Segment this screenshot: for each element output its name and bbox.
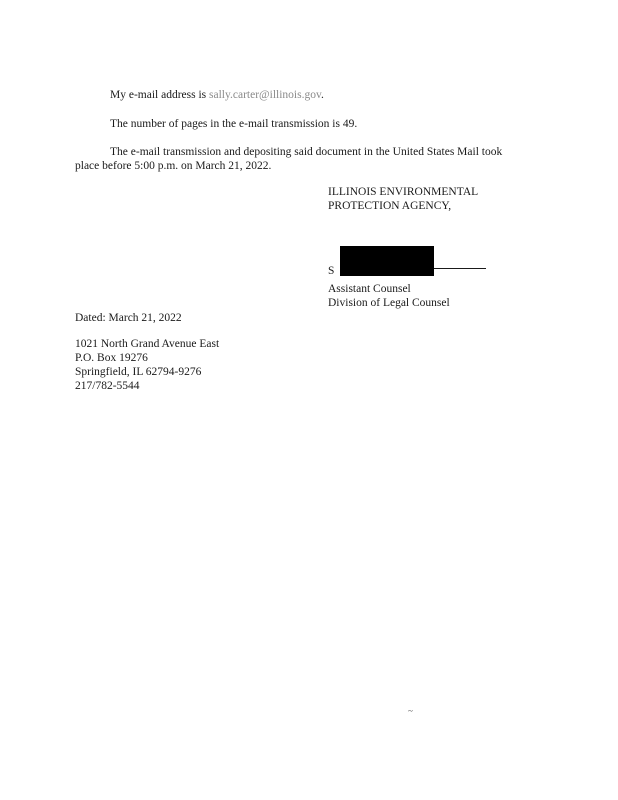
agency-name-line-1: ILLINOIS ENVIRONMENTAL xyxy=(328,186,479,198)
signature-redaction xyxy=(340,246,434,276)
email-suffix: . xyxy=(320,89,324,101)
signer-division: Division of Legal Counsel xyxy=(328,297,450,309)
email-address-line xyxy=(110,88,324,103)
transmission-line-1: The e-mail transmission and depositing said document in the United States Mail took xyxy=(110,146,503,158)
scan-mark: ~ xyxy=(408,706,413,716)
signature-partial-initial: S xyxy=(328,265,335,277)
address-po-box: P.O. Box 19276 xyxy=(75,352,148,364)
pages-count-line: The number of pages in the e-mail transmission is 49. xyxy=(110,118,358,130)
address-street: 1021 North Grand Avenue East xyxy=(75,338,220,350)
agency-name-line-2: PROTECTION AGENCY, xyxy=(328,200,452,212)
email-link[interactable]: sally.carter@illinois.gov xyxy=(209,89,321,101)
transmission-line-2: place before 5:00 p.m. on March 21, 2022. xyxy=(75,160,272,172)
signer-title: Assistant Counsel xyxy=(328,283,411,295)
address-phone: 217/782-5544 xyxy=(75,380,140,392)
email-prefix: My e-mail address is xyxy=(110,89,210,101)
signature-line xyxy=(434,268,486,269)
address-city: Springfield, IL 62794-9276 xyxy=(75,366,202,378)
dated-line: Dated: March 21, 2022 xyxy=(75,312,182,324)
